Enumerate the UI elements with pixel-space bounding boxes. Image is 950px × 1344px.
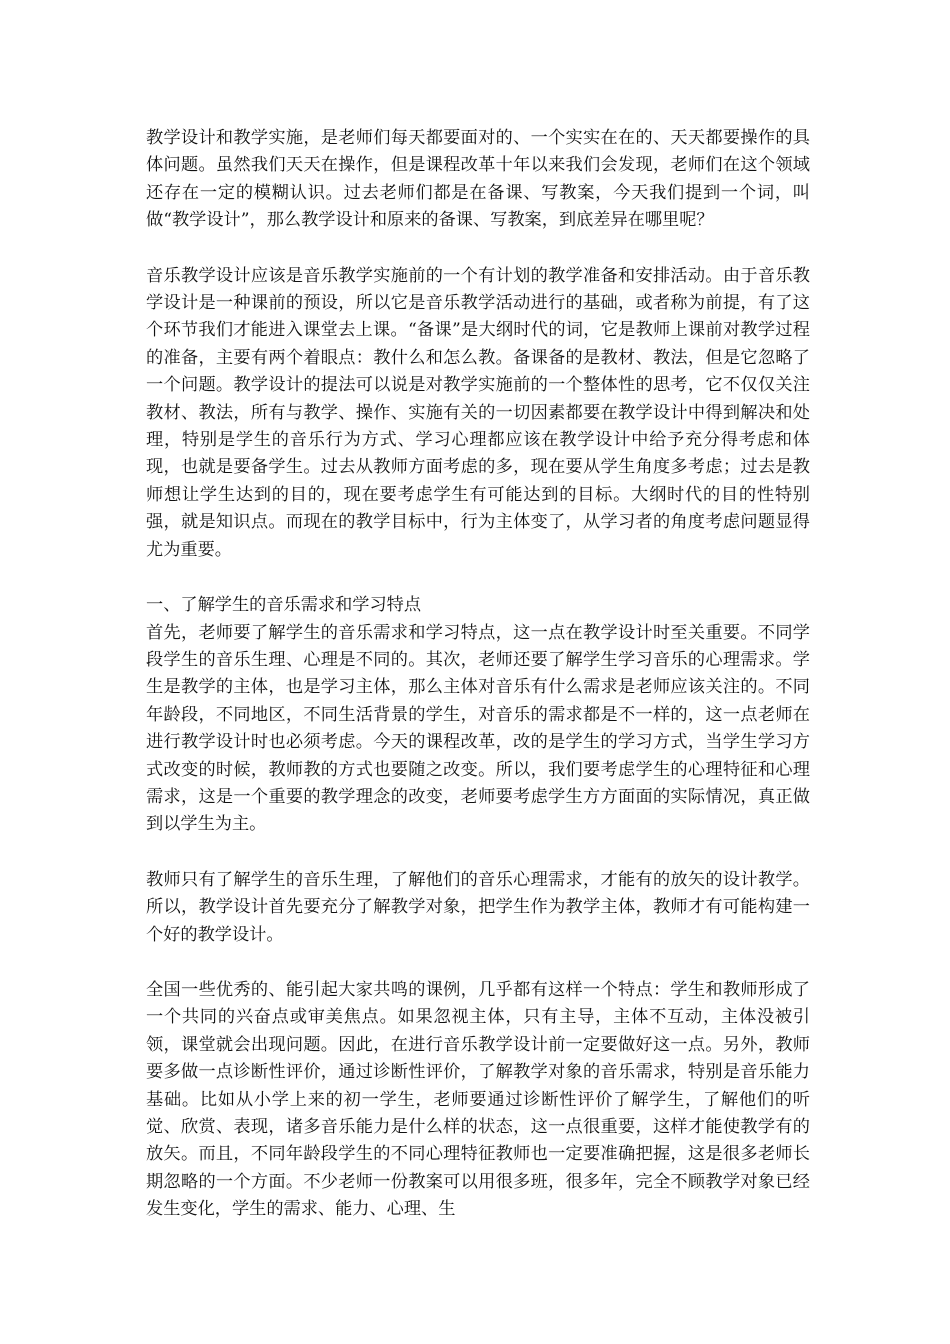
- paragraph-teacher-understanding: 教师只有了解学生的音乐生理，了解他们的音乐心理需求，才能有的放矢的设计教学。所以，教学设计首先要充分了解教学对象，把学生作为教学主体，教师才有可能构建一个好的教学设计。: [146, 869, 810, 945]
- document-page: [146, 125, 810, 1224]
- paragraph-student-needs: 首先，老师要了解学生的音乐需求和学习特点，这一点在教学设计时至关重要。不同学段学生的音乐生理、心理是不同的。其次，老师还要了解学生学习音乐的心理需求。学生是教学的主体，也是学习主体，那么主体对音乐有什么需求是老师应该关注的。不同年龄段，不同地区，不同生活背景的学生，对音乐的需求都是不一样的，这一点老师在进行教学设计时也必须考虑。今天的课程改革，改的是学生的学习方式，当学生学习方式改变的时候，教师教的方式也要随之改变。所以，我们要考虑学生的心理特征和心理需求，这是一个重要的教学理念的改变，老师要考虑学生方方面面的实际情况，真正做到以学生为主。: [146, 622, 810, 835]
- paragraph-music-design: 音乐教学设计应该是音乐教学实施前的一个有计划的教学准备和安排活动。由于音乐教学设计是一种课前的预设，所以它是音乐教学活动进行的基础，或者称为前提，有了这个环节我们才能进入课堂去上课。“备课”是大纲时代的词，它是教师上课前对教学过程的准备，主要有两个着眼点：教什么和怎么教。备课备的是教材、教法，但是它忽略了一个问题。教学设计的提法可以说是对教学实施前的一个整体性的思考，它不仅仅关注教材、教法，所有与教学、操作、实施有关的一切因素都要在教学设计中得到解决和处理，特别是学生的音乐行为方式、学习心理都应该在教学设计中给予充分得考虑和体现，也就是要备学生。过去从教师方面考虑的多，现在要从学生角度多考虑；过去是教师想让学生达到的目的，现在要考虑学生有可能达到的目标。大纲时代的目的性特别强，就是知识点。而现在的教学目标中，行为主体变了，从学习者的角度考虑问题显得尤为重要。: [146, 265, 810, 560]
- paragraph-intro: 教学设计和教学实施，是老师们每天都要面对的、一个实实在在的、天天都要操作的具体问题。虽然我们天天在操作，但是课程改革十年以来我们会发现，老师们在这个领域还存在一定的模糊认识。过去老师们都是在备课、写教案，今天我们提到一个词，叫做“教学设计”，那么教学设计和原来的备课、写教案，到底差异在哪里呢？: [146, 128, 810, 231]
- section-heading: 一、了解学生的音乐需求和学习特点: [146, 595, 422, 616]
- paragraph-excellent-cases: 全国一些优秀的、能引起大家共鸣的课例，几乎都有这样一个特点：学生和教师形成了一个共同的兴奋点或审美焦点。如果忽视主体，只有主导，主体不互动，主体没被引领，课堂就会出现问题。因此，在进行音乐教学设计前一定要做好这一点。另外，教师要多做一点诊断性评价，通过诊断性评价，了解教学对象的音乐需求，特别是音乐能力基础。比如从小学上来的初一学生，老师要通过诊断性评价了解学生，了解他们的听觉、欣赏、表现，诸多音乐能力是什么样的状态，这一点很重要，这样才能使教学有的放矢。而且，不同年龄段学生的不同心理特征教师也一定要准确把握，这是很多老师长期忽略的一个方面。不少老师一份教案可以用很多班，很多年，完全不顾教学对象已经发生变化，学生的需求、能力、心理、生: [146, 979, 810, 1220]
